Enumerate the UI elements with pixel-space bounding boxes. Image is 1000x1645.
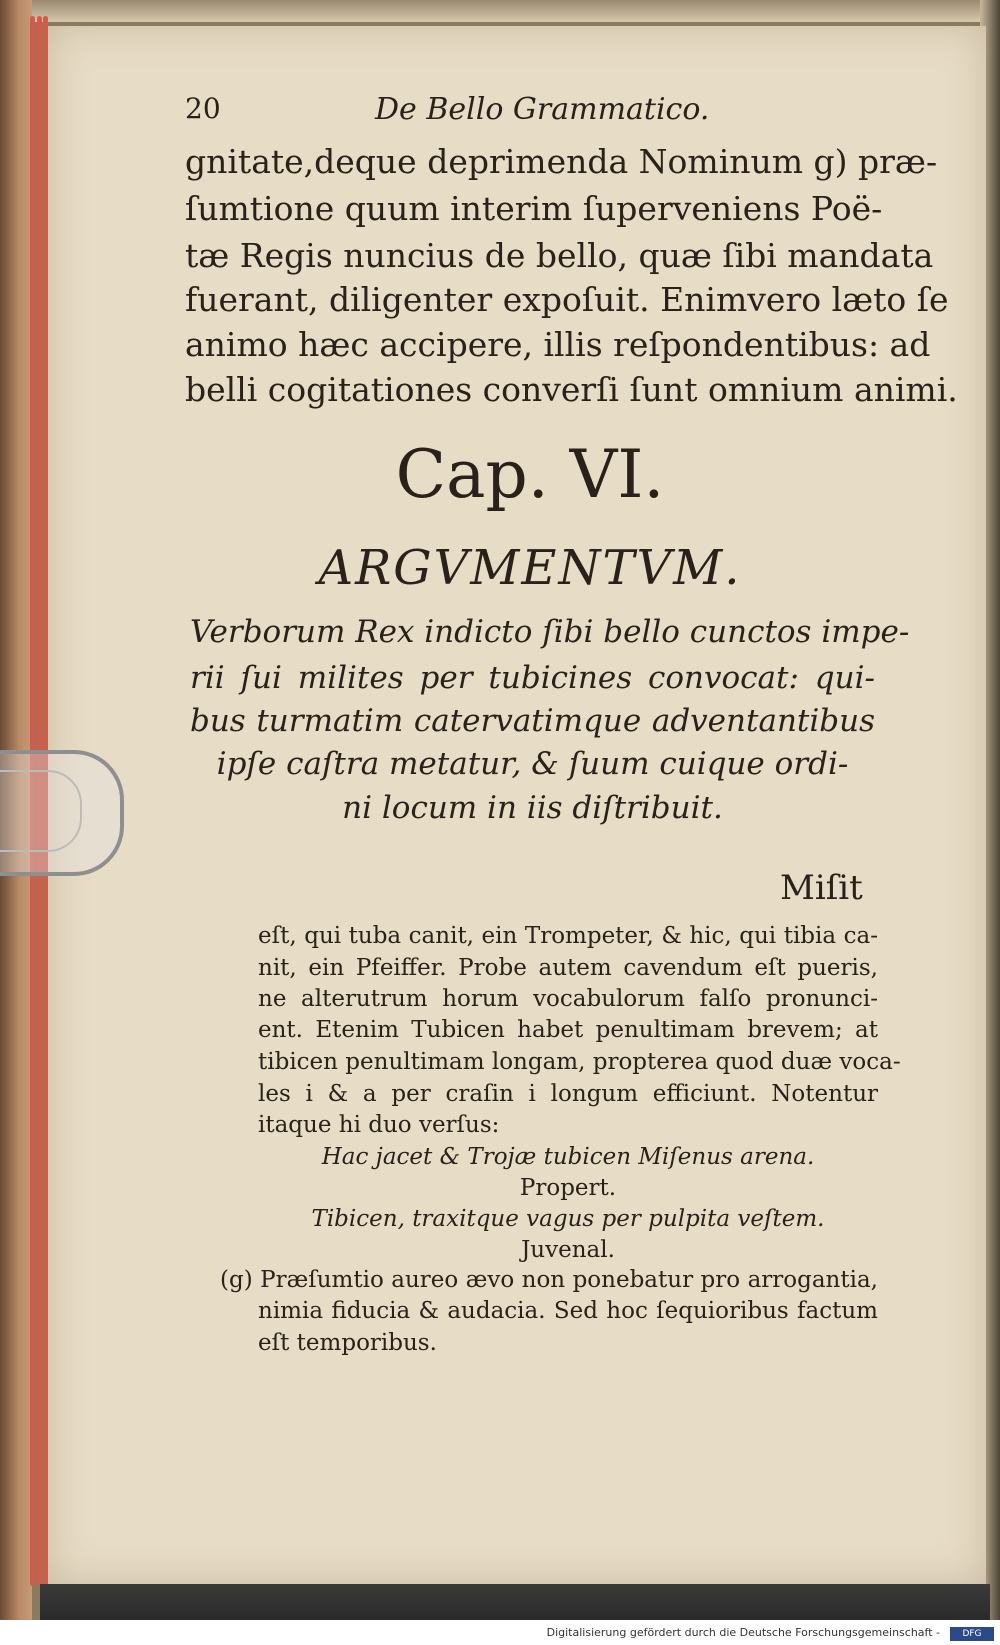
book-bottom-edge bbox=[40, 1584, 990, 1620]
chapter-title: Cap. VI. bbox=[395, 436, 665, 513]
body-line: tæ Regis nuncius de bello, quæ ſibi mandata bbox=[185, 236, 934, 275]
footnote-line: (g) Præſumtio aureo ævo non ponebatur pro arrogantia, bbox=[220, 1267, 878, 1293]
argument-line: bus turmatim catervatimque adventantibus bbox=[190, 703, 875, 739]
note-line: tibicen penultimam longam, propterea quod duæ voca- bbox=[258, 1049, 901, 1075]
note-line: les i & a per craſin i longum efficiunt. Notentur bbox=[258, 1081, 878, 1107]
page-number: 20 bbox=[185, 92, 221, 125]
running-header bbox=[185, 92, 875, 132]
dfg-logo: DFG bbox=[950, 1627, 994, 1641]
catchword: Miſit bbox=[780, 868, 863, 908]
body-line: belli cogitationes converſi ſunt omnium animi. bbox=[185, 370, 958, 409]
running-title: De Bello Grammatico. bbox=[375, 92, 710, 127]
note-line: eſt, qui tuba canit, ein Trompeter, & hic, qui tibia ca- bbox=[258, 923, 878, 949]
body-line: fuerant, diligenter expoſuit. Enimvero læto ſe bbox=[185, 280, 949, 319]
verse-line: Hac jacet & Trojæ tubicen Miſenus arena. bbox=[321, 1144, 815, 1170]
argument-line: ni locum in iis diſtribuit. bbox=[342, 790, 723, 826]
chapter-subtitle: ARGVMENTVM. bbox=[318, 540, 742, 596]
note-line: nit, ein Pfeiffer. Probe autem cavendum eſt pueris, bbox=[258, 955, 878, 981]
argument-line: Verborum Rex indicto ſibi bello cunctos impe- bbox=[190, 614, 910, 650]
note-line: ne alterutrum horum vocabulorum falſo pronunci- bbox=[258, 986, 878, 1012]
verse-source: Juvenal. bbox=[521, 1237, 615, 1263]
body-line: gnitate,deque deprimenda Nominum g) præ- bbox=[185, 142, 938, 181]
note-line: ent. Etenim Tubicen habet penultimam brevem; at bbox=[258, 1017, 878, 1043]
funding-credit: Digitalisierung gefördert durch die Deutsche Forschungsgemeinschaft - bbox=[546, 1626, 940, 1639]
verse-source: Propert. bbox=[519, 1175, 617, 1201]
book-top-edge bbox=[30, 0, 990, 22]
verse-line: Tibicen, traxitque vagus per pulpita veſtem. bbox=[311, 1206, 825, 1232]
body-line: ſumtione quum interim ſuperveniens Poë- bbox=[185, 189, 883, 228]
body-line: animo hæc accipere, illis reſpondentibus: ad bbox=[185, 325, 931, 364]
argument-line: rii ſui milites per tubicines convocat: qui- bbox=[190, 660, 875, 696]
page-clip-inner bbox=[0, 770, 82, 852]
digitization-footer bbox=[0, 1624, 1000, 1645]
page-clip bbox=[0, 750, 124, 876]
footnote-line: eſt temporibus. bbox=[258, 1330, 437, 1356]
footnote-line: nimia fiducia & audacia. Sed hoc ſequioribus factum bbox=[258, 1298, 878, 1324]
note-line: itaque hi duo verſus: bbox=[258, 1112, 500, 1138]
argument-line: ipſe caſtra metatur, & ſuum cuique ordi- bbox=[216, 746, 849, 782]
